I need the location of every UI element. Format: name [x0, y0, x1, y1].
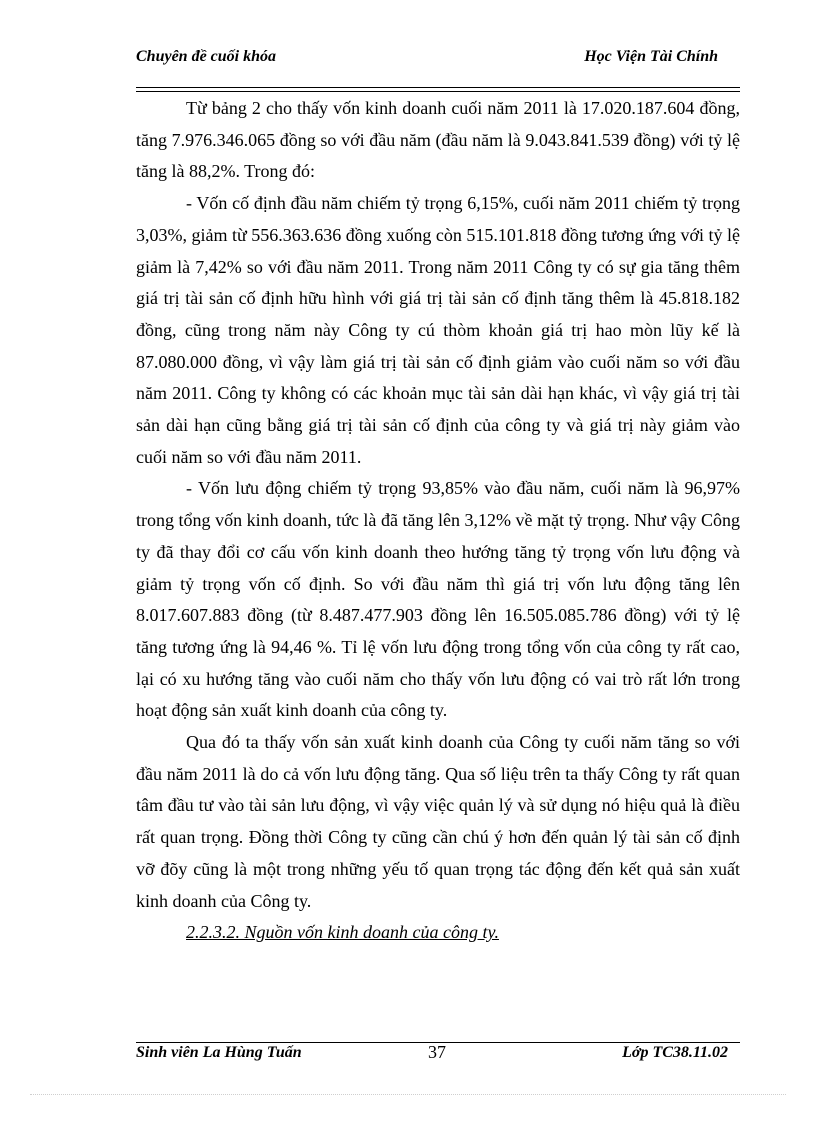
paragraph-working-capital: - Vốn lưu động chiếm tỷ trọng 93,85% vào đầu năm, cuối năm là 96,97% trong tổng vốn kinh doanh, tức là đã tăng lên 3,12% về mặt tỷ trọng. Như vậy Công ty đã thay đổi cơ cấu vốn kinh doanh theo hướng tăng tỷ trọng vốn lưu động và giảm tỷ trọng vốn cố định. So với đầu năm thì giá trị vốn lưu động tăng lên 8.017.607.883 đồng (từ 8.487.477.903 đồng lên 16.505.085.786 đồng) với tỷ lệ tăng tương ứng là 94,46 %. Tỉ lệ vốn lưu động trong tổng vốn của công ty rất cao, lại có xu hướng tăng vào cuối năm cho thấy vốn lưu động có vai trò rất lớn trong hoạt động sản xuất kinh doanh của công ty. [136, 478, 740, 721]
page-footer [136, 1044, 740, 1068]
paragraph-conclusion: Qua đó ta thấy vốn sản xuất kinh doanh của Công ty cuối năm tăng so với đầu năm 2011 là do cả vốn lưu động tăng. Qua số liệu trên ta thấy Công ty rất quan tâm đầu tư vào tài sản lưu động, vì vậy việc quản lý và sử dụng nó hiệu quả là điều rất quan trọng. Đồng thời Công ty cũng cần chú ý hơn đến quản lý tài sản cố định vỡ đõy cũng là một trong những yếu tố quan trọng tác động đến kết quả sản xuất kinh doanh của Công ty. [136, 732, 740, 911]
footer-student-name: Sinh viên La Hùng Tuấn [136, 1044, 302, 1061]
page-number: 37 [428, 1042, 446, 1062]
paragraph-fixed-capital: - Vốn cố định đầu năm chiếm tỷ trọng 6,15%, cuối năm 2011 chiếm tỷ trọng 3,03%, giảm từ 556.363.636 đồng xuống còn 515.101.818 đồng tương ứng với tỷ lệ giảm là 7,42% so với đầu năm 2011. Trong năm 2011 Công ty có sự gia tăng thêm giá trị tài sản cố định hữu hình với giá trị tài sản cố định tăng thêm là 45.818.182 đồng, cũng trong năm này Công ty cú thòm khoản giá trị hao mòn lũy kế là 87.080.000 đồng, vì vậy làm giá trị tài sản cố định giảm vào cuối năm so với đầu năm 2011. Công ty không có các khoản mục tài sản dài hạn khác, vì vậy giá trị tài sản dài hạn cũng bằng giá trị tài sản cố định của công ty và giá trị này giảm vào cuối năm so với đầu năm 2011. [136, 193, 740, 467]
header-institution: Học Viện Tài Chính [584, 48, 718, 65]
paragraph-summary: Từ bảng 2 cho thấy vốn kinh doanh cuối năm 2011 là 17.020.187.604 đồng, tăng 7.976.346.065 đồng so với đầu năm (đầu năm là 9.043.841.539 đồng) với tỷ lệ tăng là 88,2%. Trong đó: [136, 98, 740, 182]
header-document-title: Chuyên đề cuối khóa [136, 48, 277, 65]
footer-class-code: Lớp TC38.11.02 [622, 1044, 728, 1061]
page-header [136, 48, 740, 70]
document-body [136, 93, 740, 949]
section-heading: 2.2.3.2. Nguồn vốn kinh doanh của công ty. [186, 922, 499, 943]
header-double-rule [136, 87, 740, 92]
page-bottom-edge [30, 1094, 786, 1095]
